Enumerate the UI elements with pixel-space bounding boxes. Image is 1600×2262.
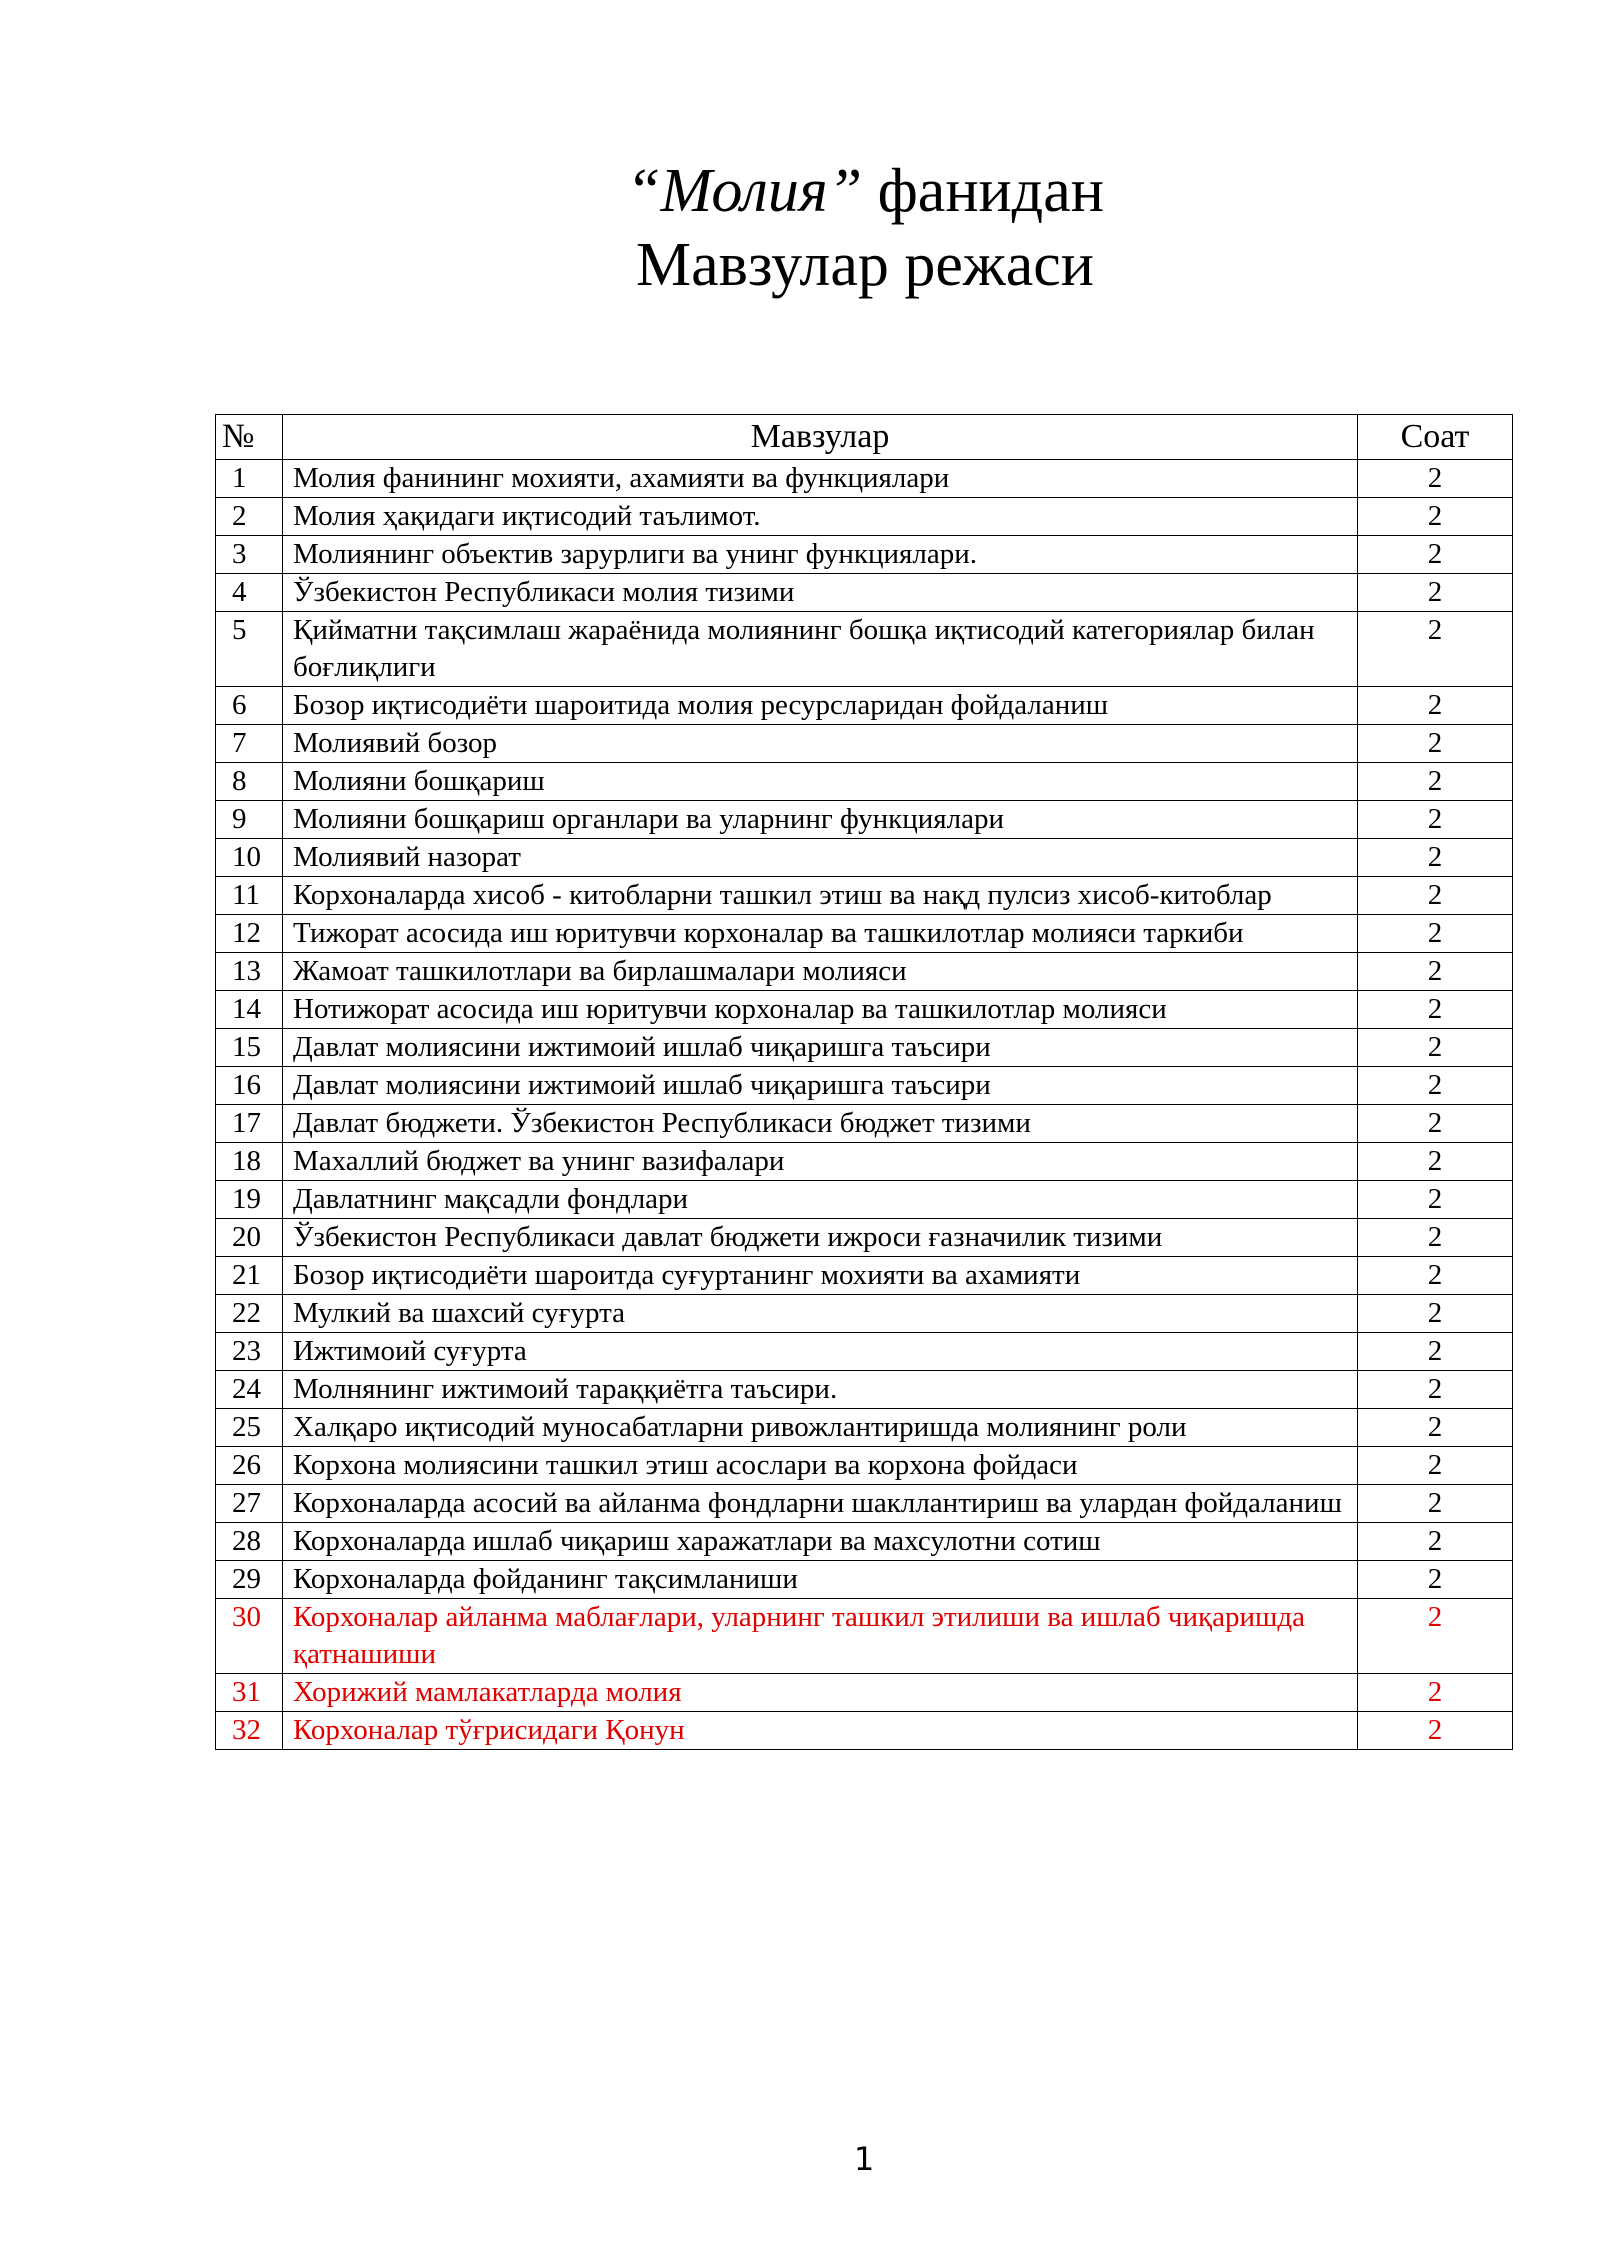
table-row [216,460,1513,498]
row-topic: Корхоналарда хисоб - китобларни ташкил этиш ва нақд пулсиз хисоб-китоблар [283,877,1358,915]
table-row [216,1674,1513,1712]
table-row [216,498,1513,536]
row-topic: Давлатнинг мақсадли фондлари [283,1181,1358,1219]
row-topic: Мулкий ва шахсий суғурта [283,1295,1358,1333]
title-line-1 [130,154,1600,228]
header-number: № [216,415,283,460]
row-number: 29 [216,1561,283,1599]
row-hours: 2 [1358,915,1513,953]
row-topic: Қийматни тақсимлаш жараёнида молиянинг бошқа иқтисодий категориялар билан боғлиқлиги [283,612,1358,687]
title-subject: “Молия” [626,157,863,225]
row-hours: 2 [1358,1219,1513,1257]
row-hours: 2 [1358,1143,1513,1181]
row-number: 3 [216,536,283,574]
row-hours: 2 [1358,1599,1513,1674]
row-hours: 2 [1358,1295,1513,1333]
table-row [216,1523,1513,1561]
row-topic: Бозор иқтисодиёти шароитида молия ресурсларидан фойдаланиш [283,687,1358,725]
row-hours: 2 [1358,953,1513,991]
row-number: 18 [216,1143,283,1181]
row-number: 20 [216,1219,283,1257]
row-number: 22 [216,1295,283,1333]
row-number: 5 [216,612,283,687]
table-row [216,953,1513,991]
table-row [216,877,1513,915]
row-topic: Ўзбекистон Республикаси давлат бюджети ижроси ғазначилик тизими [283,1219,1358,1257]
row-topic: Корхона молиясини ташкил этиш асослари ва корхона фойдаси [283,1447,1358,1485]
row-topic: Махаллий бюджет ва унинг вазифалари [283,1143,1358,1181]
row-number: 30 [216,1599,283,1674]
row-hours: 2 [1358,498,1513,536]
title-suffix: фанидан [862,157,1104,225]
row-number: 23 [216,1333,283,1371]
row-topic: Молнянинг ижтимоий тараққиётга таъсири. [283,1371,1358,1409]
row-hours: 2 [1358,1105,1513,1143]
table-row [216,1029,1513,1067]
row-number: 26 [216,1447,283,1485]
row-hours: 2 [1358,1371,1513,1409]
row-number: 27 [216,1485,283,1523]
row-hours: 2 [1358,877,1513,915]
row-hours: 2 [1358,1029,1513,1067]
row-hours: 2 [1358,1674,1513,1712]
row-hours: 2 [1358,725,1513,763]
row-number: 19 [216,1181,283,1219]
row-topic: Бозор иқтисодиёти шароитда суғуртанинг мохияти ва ахамияти [283,1257,1358,1295]
row-number: 24 [216,1371,283,1409]
row-number: 16 [216,1067,283,1105]
table-row [216,687,1513,725]
row-hours: 2 [1358,1257,1513,1295]
row-hours: 2 [1358,1561,1513,1599]
row-topic: Корхоналарда фойданинг тақсимланиши [283,1561,1358,1599]
table-row [216,1371,1513,1409]
table-row [216,574,1513,612]
row-topic: Молиявий назорат [283,839,1358,877]
table-row [216,763,1513,801]
row-topic: Молиявий бозор [283,725,1358,763]
row-number: 11 [216,877,283,915]
row-hours: 2 [1358,1712,1513,1750]
row-topic: Ўзбекистон Республикаси молия тизими [283,574,1358,612]
header-topics: Мавзулар [283,415,1358,460]
table-row [216,801,1513,839]
table-row [216,612,1513,687]
table-header-row [216,415,1513,460]
row-topic: Корхоналарда асосий ва айланма фондларни шакллантириш ва улардан фойдаланиш [283,1485,1358,1523]
row-topic: Молияни бошқариш органлари ва уларнинг функциялари [283,801,1358,839]
row-topic: Молияни бошқариш [283,763,1358,801]
row-hours: 2 [1358,687,1513,725]
row-hours: 2 [1358,991,1513,1029]
topics-table [215,414,1513,1750]
row-hours: 2 [1358,1333,1513,1371]
table-row [216,1219,1513,1257]
table-row [216,1712,1513,1750]
title-line-2: Мавзулар режаси [636,231,1094,299]
table-row [216,536,1513,574]
row-hours: 2 [1358,1067,1513,1105]
row-number: 31 [216,1674,283,1712]
row-number: 13 [216,953,283,991]
row-number: 10 [216,839,283,877]
row-hours: 2 [1358,763,1513,801]
document-title [0,154,1600,302]
row-number: 7 [216,725,283,763]
row-topic: Халқаро иқтисодий муносабатларни ривожлантиришда молиянинг роли [283,1409,1358,1447]
row-topic: Давлат молиясини ижтимоий ишлаб чиқаришга таъсири [283,1067,1358,1105]
table-row [216,1105,1513,1143]
row-hours: 2 [1358,1409,1513,1447]
table-row [216,1181,1513,1219]
row-topic: Молия ҳақидаги иқтисодий таълимот. [283,498,1358,536]
table-row [216,1143,1513,1181]
row-number: 1 [216,460,283,498]
row-topic: Ижтимоий суғурта [283,1333,1358,1371]
row-topic: Нотижорат асосида иш юритувчи корхоналар ва ташкилотлар молияси [283,991,1358,1029]
row-hours: 2 [1358,536,1513,574]
table-row [216,1295,1513,1333]
table-row [216,1561,1513,1599]
row-number: 15 [216,1029,283,1067]
row-topic: Тижорат асосида иш юритувчи корхоналар ва ташкилотлар молияси таркиби [283,915,1358,953]
table-row [216,725,1513,763]
row-number: 8 [216,763,283,801]
row-topic: Корхоналар айланма маблағлари, уларнинг ташкил этилиши ва ишлаб чиқаришда қатнашиши [283,1599,1358,1674]
row-number: 14 [216,991,283,1029]
table-row [216,1409,1513,1447]
table-row [216,1257,1513,1295]
row-number: 2 [216,498,283,536]
row-hours: 2 [1358,612,1513,687]
row-hours: 2 [1358,1485,1513,1523]
row-topic: Корхоналар тўғрисидаги Қонун [283,1712,1358,1750]
row-number: 9 [216,801,283,839]
row-number: 21 [216,1257,283,1295]
table-row [216,1447,1513,1485]
table-row [216,915,1513,953]
row-topic: Молия фанининг мохияти, ахамияти ва функциялари [283,460,1358,498]
table-row [216,839,1513,877]
row-hours: 2 [1358,801,1513,839]
row-topic: Давлат бюджети. Ўзбекистон Республикаси бюджет тизими [283,1105,1358,1143]
table-row [216,991,1513,1029]
row-hours: 2 [1358,1181,1513,1219]
row-topic: Жамоат ташкилотлари ва бирлашмалари молияси [283,953,1358,991]
row-hours: 2 [1358,839,1513,877]
row-number: 28 [216,1523,283,1561]
row-hours: 2 [1358,1523,1513,1561]
page-number: 1 [853,2140,875,2178]
row-number: 12 [216,915,283,953]
row-number: 25 [216,1409,283,1447]
row-topic: Молиянинг объектив зарурлиги ва унинг функциялари. [283,536,1358,574]
table-row [216,1485,1513,1523]
row-hours: 2 [1358,1447,1513,1485]
row-hours: 2 [1358,460,1513,498]
row-number: 32 [216,1712,283,1750]
row-topic: Давлат молиясини ижтимоий ишлаб чиқаришга таъсири [283,1029,1358,1067]
row-number: 6 [216,687,283,725]
row-topic: Корхоналарда ишлаб чиқариш харажатлари ва махсулотни сотиш [283,1523,1358,1561]
header-hours: Соат [1358,415,1513,460]
table-row [216,1333,1513,1371]
table-row [216,1067,1513,1105]
table-body [216,460,1513,1750]
row-number: 4 [216,574,283,612]
table-row [216,1599,1513,1674]
row-topic: Хорижий мамлакатларда молия [283,1674,1358,1712]
row-hours: 2 [1358,574,1513,612]
row-number: 17 [216,1105,283,1143]
